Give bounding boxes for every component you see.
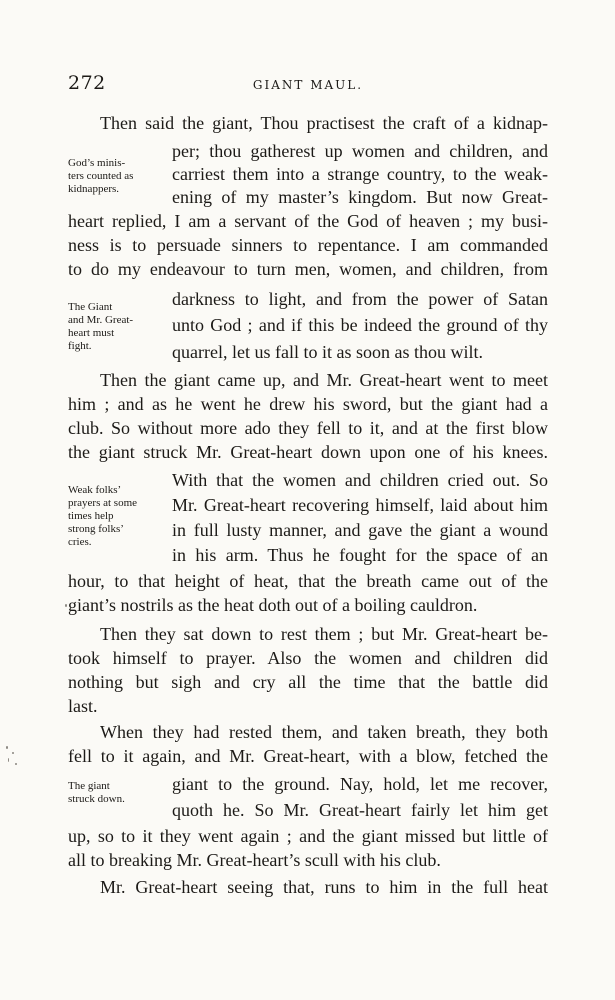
text-line: When they had rested them, and taken breath, they both: [100, 722, 548, 742]
text-line: ness is to persuade sinners to repentance. I am commanded: [68, 235, 548, 255]
text-line: last.: [68, 696, 98, 716]
text-line: up, so to it they went again ; and the giant missed but little of: [68, 826, 548, 846]
text-line: Then they sat down to rest them ; but Mr. Great-heart be-: [100, 624, 548, 644]
text-line: hour, to that height of heat, that the breath came out of the: [68, 571, 548, 591]
page-header: [68, 72, 548, 102]
text-line: giant to the ground. Nay, hold, let me recover,: [172, 774, 548, 794]
speck: [65, 604, 67, 607]
text-line: in full lusty manner, and gave the giant a wound: [172, 520, 548, 540]
text-line: in his arm. Thus he fought for the space of an: [172, 545, 548, 565]
margin-note: God’s minis- ters counted as kidnappers.: [68, 157, 134, 195]
text-line: carriest them into a strange country, to the weak-: [172, 164, 548, 184]
text-line: Then the giant came up, and Mr. Great-heart went to meet: [100, 370, 548, 390]
text-line: the giant struck Mr. Great-heart down upon one of his knees.: [68, 442, 548, 462]
text-line: Then said the giant, Thou practisest the craft of a kidnap-: [100, 113, 548, 133]
text-line: per; thou gatherest up women and children, and: [172, 141, 548, 161]
text-line: quoth he. So Mr. Great-heart fairly let him get: [172, 800, 548, 820]
text-line: to do my endeavour to turn men, women, and children, from: [68, 259, 548, 279]
text-line: giant’s nostrils as the heat doth out of a boiling cauldron.: [68, 595, 478, 615]
speck: [12, 752, 14, 754]
margin-note: The giant struck down.: [68, 780, 125, 805]
text-line: him ; and as he went he drew his sword, but the giant had a: [68, 394, 548, 414]
page-number: 272: [68, 72, 106, 94]
text-line: unto God ; and if this be indeed the ground of thy: [172, 315, 548, 335]
text-line: Mr. Great-heart recovering himself, laid about him: [172, 495, 548, 515]
margin-note: Weak folks’ prayers at some times help strong folks’ cries.: [68, 484, 138, 548]
text-line: quarrel, let us fall to it as soon as thou wilt.: [172, 342, 483, 362]
text-line: Mr. Great-heart seeing that, runs to him in the full heat: [100, 877, 548, 897]
text-line: ening of my master’s kingdom. But now Great-: [172, 187, 548, 207]
text-line: all to breaking Mr. Great-heart’s scull with his club.: [68, 850, 441, 870]
text-line: nothing but sigh and cry all the time that the battle did: [68, 672, 548, 692]
speck: [6, 746, 8, 749]
text-line: took himself to prayer. Also the women and children did: [68, 648, 548, 668]
text-line: darkness to light, and from the power of Satan: [172, 289, 548, 309]
speck: [8, 758, 9, 762]
text-line: heart replied, I am a servant of the God of heaven ; my busi-: [68, 211, 548, 231]
margin-note: The Giant and Mr. Great- heart must fight.: [68, 301, 134, 352]
running-title: GIANT MAUL.: [252, 78, 364, 92]
text-line: With that the women and children cried out. So: [172, 470, 548, 490]
text-line: club. So without more ado they fell to it, and at the first blow: [68, 418, 548, 438]
text-line: fell to it again, and Mr. Great-heart, with a blow, fetched the: [68, 746, 548, 766]
speck: [15, 763, 17, 765]
